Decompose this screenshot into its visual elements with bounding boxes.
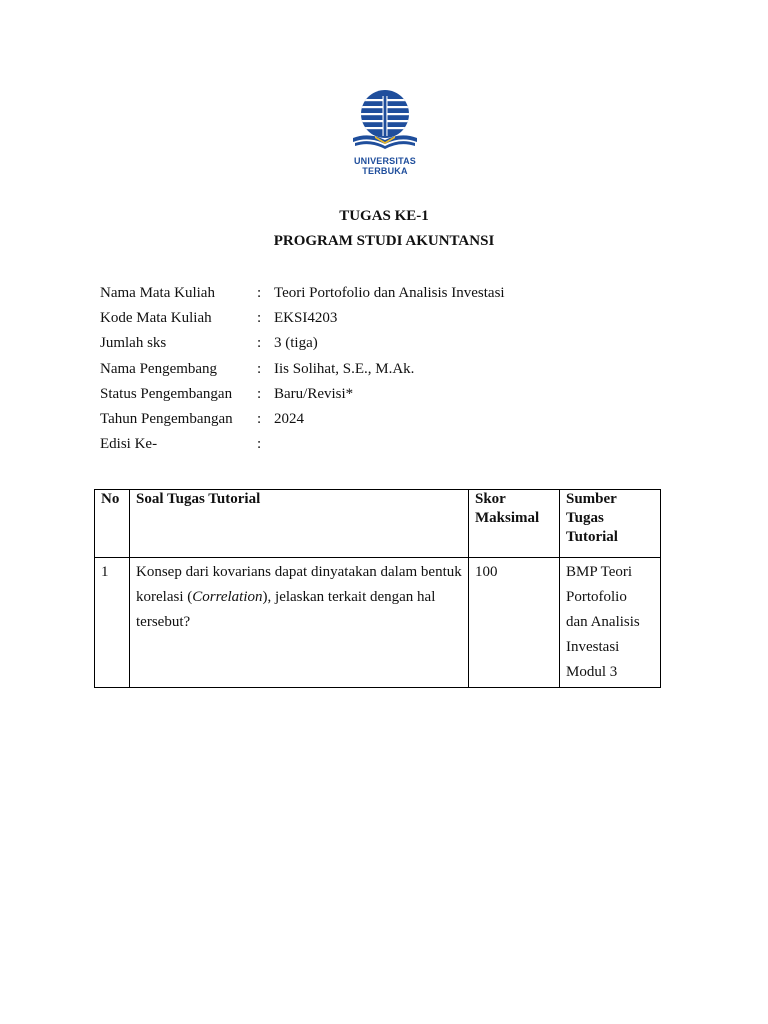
header-skor	[469, 490, 560, 558]
info-colon: :	[257, 310, 262, 327]
info-value: 2024	[274, 410, 304, 427]
cell-sumber	[560, 558, 661, 688]
page-title: TUGAS KE-1	[339, 208, 429, 224]
info-row	[100, 308, 505, 333]
cell-soal	[130, 558, 469, 688]
sumber-line: Modul 3	[566, 664, 618, 680]
tutorial-table	[94, 489, 661, 688]
info-colon: :	[257, 436, 262, 453]
soal-text: Konsep dari kovarians dapat dinyatakan dalam bentuk korelasi (	[136, 564, 462, 605]
header-sumber-line: Tugas	[566, 510, 604, 526]
info-value: Iis Solihat, S.E., M.Ak.	[274, 360, 415, 377]
header-sumber-line: Sumber	[566, 491, 617, 507]
info-label: Jumlah sks	[100, 335, 167, 352]
info-colon: :	[257, 360, 262, 377]
info-value: 3 (tiga)	[274, 335, 318, 352]
soal-text: ), jelaskan terkait dengan hal tersebut?	[136, 589, 436, 630]
info-row	[100, 384, 505, 409]
info-label: Tahun Pengembangan	[100, 410, 233, 427]
info-row	[100, 409, 505, 434]
sumber-line: dan Analisis	[566, 614, 640, 630]
info-value: Teori Portofolio dan Analisis Investasi	[274, 285, 505, 301]
sumber-line: Portofolio	[566, 589, 627, 605]
table-header-row	[95, 490, 661, 558]
info-colon: :	[257, 410, 262, 427]
info-value: Baru/Revisi*	[274, 385, 354, 402]
header-skor-line: Maksimal	[475, 510, 540, 526]
logo-text: UNIVERSITAS TERBUKA	[353, 156, 417, 176]
info-colon: :	[257, 285, 262, 301]
info-row	[100, 333, 505, 358]
info-row	[100, 359, 505, 384]
header-no: No	[95, 490, 130, 558]
sumber-line: BMP Teori	[566, 564, 633, 580]
info-colon: :	[257, 385, 262, 402]
cell-skor: 100	[469, 558, 560, 688]
header-soal: Soal Tugas Tutorial	[130, 490, 469, 558]
university-logo	[330, 88, 440, 176]
soal-italic-term: Correlation	[192, 589, 263, 605]
university-emblem-icon	[345, 88, 425, 154]
info-label: Kode Mata Kuliah	[100, 310, 212, 327]
header-sumber-line: Tutorial	[566, 529, 618, 545]
info-label: Edisi Ke-	[100, 436, 158, 453]
sumber-line: Investasi	[566, 639, 620, 655]
course-info	[100, 283, 505, 459]
info-label: Status Pengembangan	[100, 385, 233, 402]
info-label: Nama Pengembang	[100, 360, 218, 377]
info-row	[100, 434, 505, 459]
info-colon: :	[257, 335, 262, 352]
info-value: EKSI4203	[274, 310, 338, 327]
info-label: Nama Mata Kuliah	[100, 285, 215, 301]
header-skor-line: Skor	[475, 491, 506, 507]
cell-no: 1	[95, 558, 130, 688]
table-row	[95, 558, 661, 688]
page-subtitle: PROGRAM STUDI AKUNTANSI	[273, 233, 495, 249]
info-row	[100, 283, 505, 308]
header-sumber	[560, 490, 661, 558]
